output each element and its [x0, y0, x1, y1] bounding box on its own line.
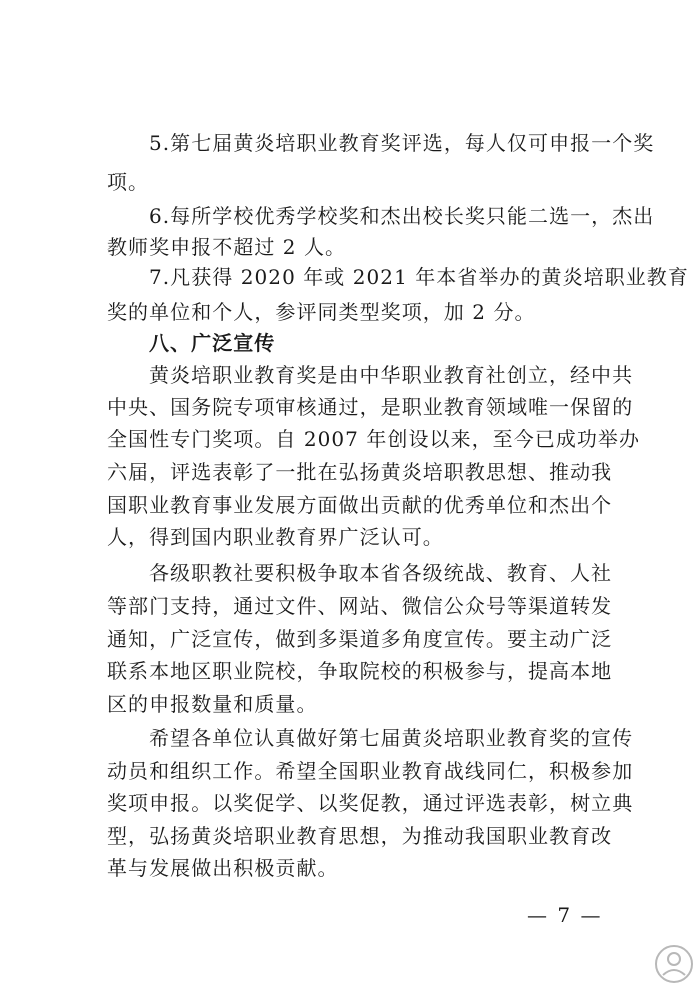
paragraph-2-line-4: 联系本地区职业院校，争取院校的积极参与，提高本地 — [107, 659, 613, 683]
paragraph-1-line-4: 六届，评选表彰了一批在弘扬黄炎培职教思想、推动我 — [107, 460, 613, 484]
paragraph-3-line-5: 革与发展做出积极贡献。 — [107, 856, 339, 880]
paragraph-3-line-3: 奖项申报。以奖促学、以奖促教，通过评选表彰，树立典 — [107, 791, 634, 815]
list-item-6-line-2: 教师奖申报不超过 2 人。 — [107, 235, 347, 259]
paragraph-2-line-2: 等部门支持，通过文件、网站、微信公众号等渠道转发 — [107, 594, 613, 618]
list-item-6-line-1: 6.每所学校优秀学校奖和杰出校长奖只能二选一，杰出 — [149, 204, 655, 228]
paragraph-1-line-3: 全国性专门奖项。自 2007 年创设以来，至今已成功举办 — [107, 427, 641, 451]
paragraph-3-line-4: 型，弘扬黄炎培职业教育思想，为推动我国职业教育改 — [107, 824, 613, 848]
section-heading: 八、广泛宣传 — [149, 331, 276, 355]
paragraph-2-line-5: 区的申报数量和质量。 — [107, 692, 318, 716]
paragraph-2-line-1: 各级职教社要积极争取本省各级统战、教育、人社 — [149, 561, 613, 585]
paragraph-1-line-5: 国职业教育事业发展方面做出贡献的优秀单位和杰出个 — [107, 493, 613, 517]
paragraph-1-line-6: 人，得到国内职业教育界广泛认可。 — [107, 525, 444, 549]
page-number: — 7 — — [527, 903, 603, 927]
list-item-5-line-2: 项。 — [107, 170, 150, 194]
list-item-7-line-2: 奖的单位和个人，参评同类型奖项，加 2 分。 — [107, 300, 536, 324]
list-item-5-line-1: 5.第七届黄炎培职业教育奖评选，每人仅可申报一个奖 — [149, 131, 655, 155]
paragraph-1-line-2: 中央、国务院专项审核通过，是职业教育领域唯一保留的 — [107, 395, 634, 419]
user-avatar-icon — [654, 944, 694, 984]
list-item-7-line-1: 7.凡获得 2020 年或 2021 年本省举办的黄炎培职业教育 — [149, 265, 689, 289]
paragraph-3-line-1: 希望各单位认真做好第七届黄炎培职业教育奖的宣传 — [149, 726, 634, 750]
paragraph-2-line-3: 通知，广泛宣传，做到多渠道多角度宣传。要主动广泛 — [107, 627, 613, 651]
paragraph-3-line-2: 动员和组织工作。希望全国职业教育战线同仁，积极参加 — [107, 759, 634, 783]
paragraph-1-line-1: 黄炎培职业教育奖是由中华职业教育社创立，经中共 — [149, 363, 634, 387]
